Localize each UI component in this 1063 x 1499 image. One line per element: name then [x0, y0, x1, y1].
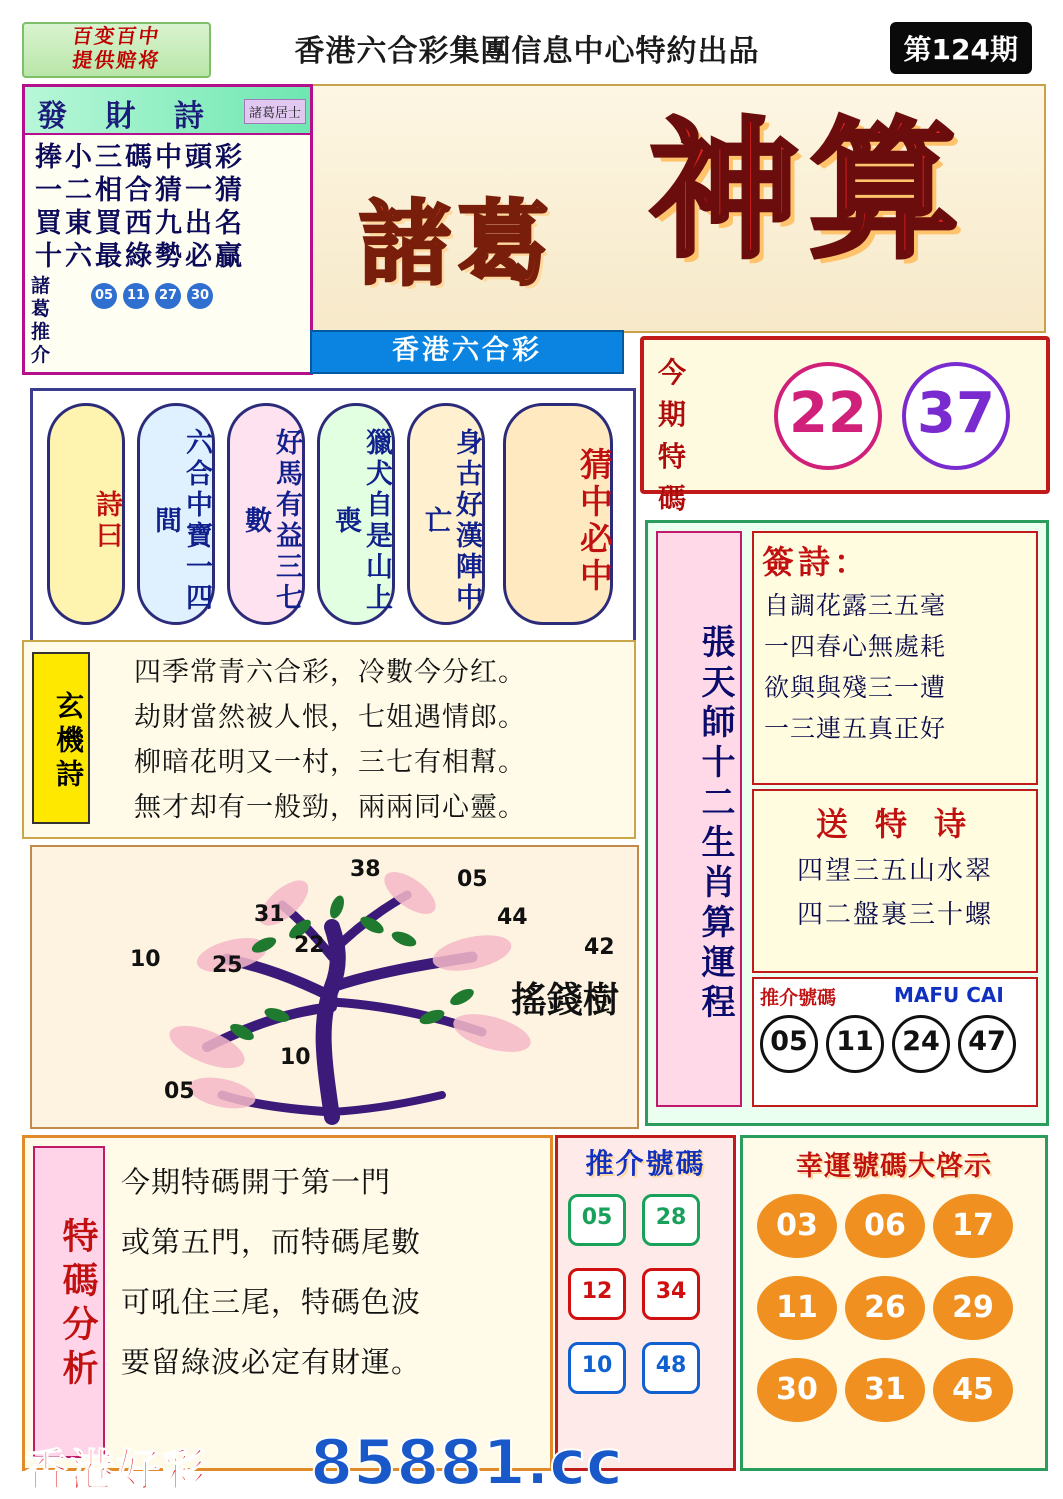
footer-label-a: 諸 葛 [31, 275, 57, 320]
gift-verse-title: 送 特 诗 [815, 805, 975, 843]
lucky-number: 17 [933, 1194, 1013, 1258]
bottom-recommend-number: 48 [642, 1342, 700, 1394]
verse-capsule: 身古好漢陣中亡 [407, 403, 485, 625]
tree-caption: 搖錢樹 [510, 979, 619, 1021]
bottom-recommend-row [568, 1268, 700, 1320]
mystic-poem-label: 玄機詩 [32, 652, 90, 824]
special-analysis-label: 特碼分析 [33, 1146, 105, 1458]
fortune-poem-line: 捧小三碼中頭彩 [35, 142, 245, 173]
lucky-number: 31 [845, 1358, 925, 1422]
zodiac-vertical-title: 張天師十二生肖算運程 [656, 531, 742, 1107]
special-analysis-text [121, 1152, 541, 1392]
fortune-poem-line: 十六最綠勢必贏 [35, 241, 245, 272]
lottery-name-label: 香港六合彩 [392, 335, 542, 366]
tree-number: 10 [130, 947, 161, 972]
recommended-numbers-label-cn: 推介號碼 [760, 987, 837, 1009]
lottery-name-bar [310, 330, 624, 374]
lucky-number: 06 [845, 1194, 925, 1258]
poem-number: 30 [187, 283, 213, 309]
zodiac-panel [645, 520, 1049, 1126]
tree-number: 10 [280, 1045, 311, 1070]
verse-capsule: 猜中必中 [503, 403, 613, 625]
top-bar [22, 18, 1042, 80]
oracle-verse-line: 自調花露三五毫 [764, 591, 947, 620]
bottom-recommend-row [568, 1194, 700, 1246]
fortune-poem-footer-label [31, 275, 87, 367]
special-number-label: 今期特碼 [658, 356, 689, 515]
tree-number: 44 [497, 905, 528, 930]
poem-number: 27 [155, 283, 181, 309]
lucky-number: 30 [757, 1358, 837, 1422]
fortune-poem-line: 一二相合猜一猜 [35, 175, 245, 206]
mystic-poem-lines [134, 650, 629, 830]
recommended-number: 47 [958, 1015, 1016, 1073]
brand-logo-line2: 提供赔将 [70, 48, 163, 72]
fortune-poem-header [25, 87, 310, 135]
fortune-poem-line: 買東買西九出名 [35, 208, 245, 239]
verse-capsule: 獵犬自是山上喪 [317, 403, 395, 625]
watermark [10, 1426, 1053, 1499]
recommended-number: 11 [826, 1015, 884, 1073]
mystic-poem-panel [22, 640, 636, 839]
lucky-number: 03 [757, 1194, 837, 1258]
tree-number: 42 [584, 935, 615, 960]
special-analysis-line: 要留綠波必定有財運。 [121, 1345, 422, 1379]
bottom-recommend-number: 10 [568, 1342, 626, 1394]
special-analysis-panel [22, 1135, 553, 1471]
masthead-word-1: 諸葛 [359, 190, 556, 298]
recommended-number: 05 [760, 1015, 818, 1073]
tree-number: 31 [254, 902, 285, 927]
fortune-poem-footer [25, 275, 310, 366]
special-analysis-line: 或第五門，而特碼尾數 [121, 1225, 422, 1259]
recommended-number: 24 [892, 1015, 950, 1073]
oracle-verse-title: 簽詩： [762, 543, 871, 581]
recommended-numbers-list [760, 1015, 1016, 1073]
bottom-recommend-number: 28 [642, 1194, 700, 1246]
bottom-recommend-title: 推介號碼 [585, 1147, 706, 1180]
lucky-numbers-grid [757, 1194, 1017, 1436]
money-tree-panel [30, 845, 639, 1129]
gift-verse-line: 四望三五山水翠 [796, 856, 993, 886]
oracle-verse-line: 一三連五真正好 [764, 714, 947, 743]
verse-capsule-panel [30, 388, 636, 644]
watermark-url: 85881.cc [310, 1426, 623, 1499]
fortune-poem-author: 諸葛居士 [244, 99, 306, 124]
oracle-verse-panel [752, 531, 1038, 785]
recommended-numbers-header [754, 979, 1036, 1009]
fortune-poem-lines [25, 135, 310, 275]
mystic-poem-line: 四季常青六合彩，冷數今分红。 [134, 657, 526, 688]
gift-verse-panel [752, 789, 1038, 973]
bottom-recommend-number: 05 [568, 1194, 626, 1246]
lucky-numbers-panel [740, 1135, 1048, 1471]
poem-number: 05 [91, 283, 117, 309]
mystic-poem-line: 柳暗花明又一村，三七有相幫。 [134, 747, 526, 778]
tree-number: 25 [212, 953, 243, 978]
bottom-recommend-row [568, 1342, 700, 1394]
bottom-recommend-number: 12 [568, 1268, 626, 1320]
watermark-text: 香港好彩 [24, 1445, 208, 1496]
fortune-poem-title: 發 財 詩 [37, 99, 218, 134]
brand-logo [22, 22, 211, 78]
oracle-verse-line: 一四春心無處耗 [764, 632, 947, 661]
gift-verse-line: 四二盤裏三十螺 [796, 900, 993, 930]
recommended-numbers-label-en: MAFU CAI [894, 983, 1004, 1007]
verse-capsule: 六合中寶一四間 [137, 403, 215, 625]
fortune-poem-panel [22, 84, 313, 375]
page-title: 香港六合彩集團信息中心特約出品 [294, 34, 760, 69]
fortune-poem-numbers [91, 283, 213, 309]
bottom-recommend-panel [555, 1135, 736, 1471]
brand-logo-line1: 百变百中 [70, 24, 163, 48]
special-analysis-line: 可吼住三尾，特碼色波 [121, 1285, 422, 1319]
special-analysis-line: 今期特碼開于第一門 [121, 1165, 392, 1199]
lucky-numbers-title: 幸運號碼大啓示 [796, 1151, 992, 1182]
oracle-verse-line: 欲與與殘三一遭 [764, 673, 947, 702]
masthead-word-2: 神算 [649, 103, 970, 279]
tree-number: 05 [457, 867, 488, 892]
special-number-panel [640, 336, 1050, 515]
mystic-poem-line: 劫財當然被人恨，七姐遇情郎。 [134, 702, 526, 733]
special-ball-1: 22 [774, 362, 882, 470]
tree-number: 22 [294, 933, 325, 958]
recommended-numbers-panel [752, 977, 1038, 1107]
issue-badge: 第124期 [890, 22, 1032, 74]
tree-number: 05 [164, 1079, 195, 1104]
special-ball-2: 37 [902, 362, 1010, 470]
poem-number: 11 [123, 283, 149, 309]
lucky-number: 45 [933, 1358, 1013, 1422]
tree-number: 38 [350, 857, 381, 882]
footer-label-b: 推 介 [31, 321, 57, 366]
lucky-number: 26 [845, 1276, 925, 1340]
masthead-title [319, 86, 1044, 331]
bottom-recommend-number: 34 [642, 1268, 700, 1320]
verse-capsule: 好馬有益三七數 [227, 403, 305, 625]
lucky-number: 29 [933, 1276, 1013, 1340]
mystic-poem-line: 無才却有一般勁，兩兩同心靈。 [134, 792, 526, 823]
verse-capsule: 詩曰 [47, 403, 125, 625]
lucky-number: 11 [757, 1276, 837, 1340]
